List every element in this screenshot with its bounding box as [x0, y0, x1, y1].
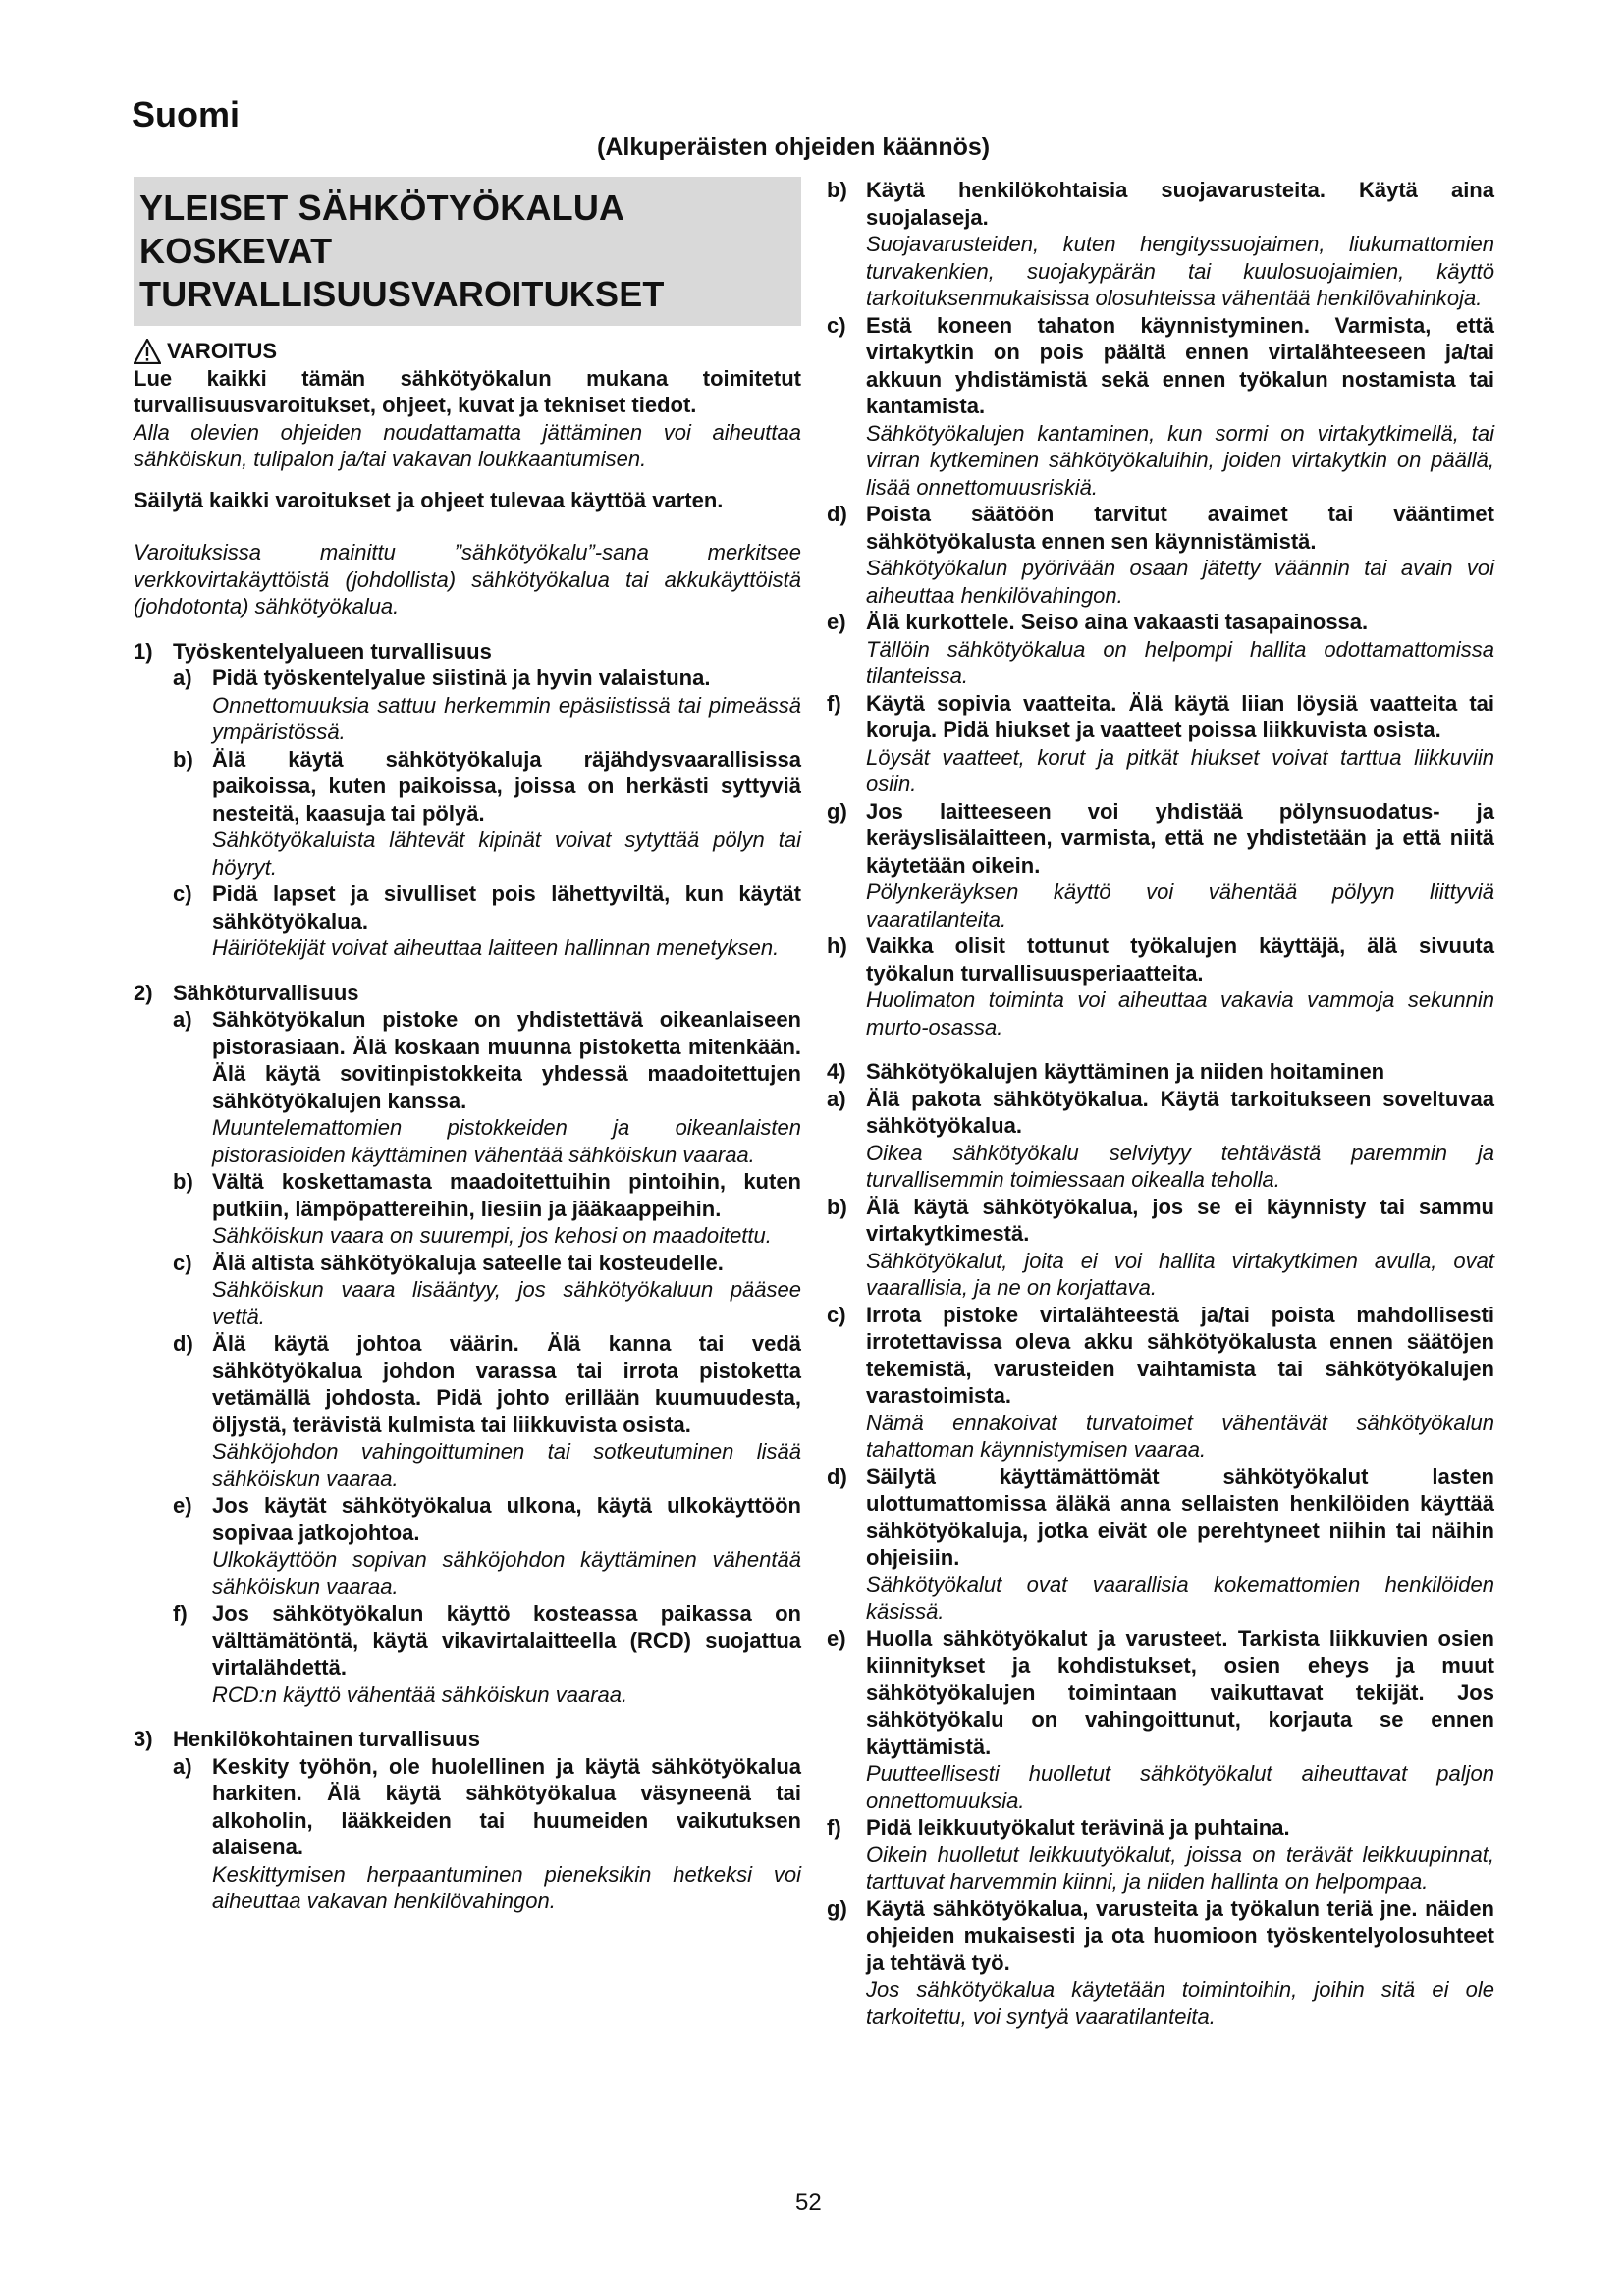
- list-item: a) Sähkötyökalun pistoke on yhdistettävä oikeanlaiseen pistorasiaan. Älä koskaan muunna pistoketta mitenkään. Älä käytä sovitinpistokkeita yhdessä maadoitettujen sähkötyökalujen kanssa. Muuntelemattomien pistokkeiden ja oikeanlaisten pistorasioiden käyttäminen vähentää sähköiskun vaaraa.: [173, 1007, 801, 1167]
- list-item: d) Älä käytä johtoa väärin. Älä kanna tai vedä sähkötyökalua johdon varassa tai irrota pistoketta vetämällä johdosta. Pidä johto erillään kuumuudesta, öljystä, terävistä kulmista tai liikkuvista osista. Sähköjohdon vahingoittuminen tai sotkeutuminen lisää sähköiskun vaaraa.: [173, 1331, 801, 1491]
- warning-label: [134, 338, 801, 365]
- definition-text: Varoituksissa mainittu ”sähkötyökalu”-sana merkitsee verkkovirtakäyttöistä (johdollista) sähkötyökalua tai akkukäyttöistä (johdotonta) sähkötyökalua.: [134, 540, 801, 618]
- list-item: b) Vältä koskettamasta maadoitettuihin pintoihin, kuten putkiin, lämpöpattereihin, liesiin ja jääkaappeihin. Sähköiskun vaara on suurempi, jos kehosi on maadoitettu.: [173, 1169, 801, 1248]
- warning-triangle-icon: [134, 339, 161, 364]
- warning-text: VAROITUS: [167, 339, 278, 363]
- list-item: e) Jos käytät sähkötyökalua ulkona, käytä ulkokäyttöön sopivaa jatkojohtoa. Ulkokäyttöön sopivan sähköjohdon käyttäminen vähentää sähköiskun vaaraa.: [173, 1493, 801, 1599]
- list-item: f) Pidä leikkuutyökalut terävinä ja puhtaina. Oikein huolletut leikkuutyökalut, joissa on terävät leikkuupinnat, tarttuvat harvemmin kiinni, ja niiden hallinta on helpompaa.: [827, 1815, 1494, 1894]
- list-item: a) Pidä työskentelyalue siistinä ja hyvin valaistuna. Onnettomuuksia sattuu herkemmin epäsiistissä tai pimeässä ympäristössä.: [173, 666, 801, 744]
- list-item: g) Jos laitteeseen voi yhdistää pölynsuodatus- ja keräyslisälaitteen, varmista, että ne yhdistetään ja että niitä käytetään oikein. Pölynkeräyksen käyttö voi vähentää pölyyn liittyviä vaaratilanteita.: [827, 798, 1494, 932]
- keep-instructions: Säilytä kaikki varoitukset ja ohjeet tulevaa käyttöä varten.: [134, 487, 724, 512]
- list-item: c) Irrota pistoke virtalähteestä ja/tai poista mahdollisesti irrotettavissa oleva akku sähkötyökalusta ennen säätöjen tekemistä, varusteiden vaihtamista tai sähkötyökalujen varastoimista. Nämä ennakoivat turvatoimet vähentävät sähkötyökalun tahattoman käynnistymisen vaaraa.: [827, 1302, 1494, 1462]
- list-item: a) Keskity työhön, ole huolellinen ja käytä sähkötyökalua harkiten. Älä käytä sähkötyökalua väsyneenä tai alkoholin, lääkkeiden tai huumeiden vaikutuksen alaisena. Keskittymisen herpaantuminen pieneksikin hetkeksi voi aiheuttaa vakavan henkilövahingon.: [173, 1753, 801, 1913]
- list-item: e) Huolla sähkötyökalut ja varusteet. Tarkista liikkuvien osien kiinnitykset ja kohdistukset, osien eheys ja muut sähkötyökalujen toimintaan vaikuttavat tekijät. Jos sähkötyökalu on vahingoittunut, korjauta se ennen käyttämistä. Puutteellisesti huolletut sähkötyökalut aiheuttavat paljon onnettomuuksia.: [827, 1626, 1494, 1813]
- section-2-title: 2) Sähköturvallisuus: [134, 980, 359, 1005]
- list-item: b) Älä käytä sähkötyökalua, jos se ei käynnisty tai sammu virtakytkimestä. Sähkötyökalut, joita ei voi hallita virtakytkimen avulla, ovat vaarallisia, ja ne on korjattava.: [827, 1194, 1494, 1300]
- list-item: c) Älä altista sähkötyökaluja sateelle tai kosteudelle. Sähköiskun vaara lisääntyy, jos sähkötyökaluun pääsee vettä.: [173, 1250, 801, 1329]
- translation-note: (Alkuperäisten ohjeiden käännös): [597, 133, 991, 161]
- right-column: [827, 177, 1494, 2030]
- list-item: b) Käytä henkilökohtaisia suojavarusteita. Käytä aina suojalaseja. Suojavarusteiden, kuten hengityssuojaimen, liukumattomien turvakenkien, suojakypärän tai kuulosuojaimien, käyttö tarkoituksenmukaisissa olosuhteissa vähentää henkilövahinkoja.: [827, 178, 1494, 310]
- list-item: a) Älä pakota sähkötyökalua. Käytä tarkoitukseen soveltuvaa sähkötyökalua. Oikea sähkötyökalu selviytyy tehtävästä paremmin ja turvallisemmin toimiessaan oikealla teholla.: [827, 1086, 1494, 1192]
- intro-italic: Alla olevien ohjeiden noudattamatta jättäminen voi aiheuttaa sähköiskun, tulipalon ja/tai vakavan loukkaantumisen.: [134, 419, 801, 471]
- section-1-title: 1) Työskentelyalueen turvallisuus: [134, 638, 492, 664]
- list-item: h) Vaikka olisit tottunut työkalujen käyttäjä, älä sivuuta työkalun turvallisuusperiaatteita. Huolimaton toiminta voi aiheuttaa vakavia vammoja sekunnin murto-osassa.: [827, 934, 1494, 1040]
- left-column: [134, 177, 801, 1915]
- list-item: c) Pidä lapset ja sivulliset pois lähettyviltä, kun käytät sähkötyökalua. Häiriötekijät voivat aiheuttaa laitteen hallinnan menetyksen.: [173, 881, 801, 960]
- list-item: f) Jos sähkötyökalun käyttö kosteassa paikassa on välttämätöntä, käytä vikavirtalaitteella (RCD) suojattua virtalähdettä. RCD:n käyttö vähentää sähköiskun vaaraa.: [173, 1601, 801, 1707]
- language-label: Suomi: [132, 94, 241, 134]
- list-item: d) Poista säätöön tarvitut avaimet tai vääntimet sähkötyökalusta ennen sen käynnistämistä. Sähkötyökalun pyörivään osaan jätetty väännin tai avain voi aiheuttaa henkilövahingon.: [827, 502, 1494, 608]
- section-4-title: 4) Sähkötyökalujen käyttäminen ja niiden hoitaminen: [827, 1059, 1385, 1084]
- intro-bold: Lue kaikki tämän sähkötyökalun mukana toimitetut turvallisuusvaroitukset, ohjeet, kuvat ja tekniset tiedot.: [134, 365, 801, 417]
- list-item: d) Säilytä käyttämättömät sähkötyökalut lasten ulottumattomissa äläkä anna sellaisten henkilöiden käyttää sähkötyökaluja, jotka eivät ole perehtyneet niihin tai näihin ohjeisiin. Sähkötyökalut ovat vaarallisia kokemattomien henkilöiden käsissä.: [827, 1464, 1494, 1624]
- list-item: b) Älä käytä sähkötyökaluja räjähdysvaarallisissa paikoissa, kuten paikoissa, joissa on herkästi syttyviä nesteitä, kaasuja tai pölyä. Sähkötyökaluista lähtevät kipinät voivat sytyttää pölyn tai höyryt.: [173, 746, 801, 880]
- list-item: e) Älä kurkottele. Seiso aina vakaasti tasapainossa. Tällöin sähkötyökalua on helpompi hallita odottamattomissa tilanteissa.: [827, 610, 1494, 688]
- list-item: c) Estä koneen tahaton käynnistyminen. Varmista, että virtakytkin on pois päältä ennen virtalähteeseen ja/tai akkuun yhdistämistä sekä ennen työkalun nostamista tai kantamista. Sähkötyökalujen kantaminen, kun sormi on virtakytkimellä, tai virran kytkeminen sähkötyökaluihin, joiden virtakytkin on päällä, lisää onnettomuusriskiä.: [827, 312, 1494, 500]
- section-heading: YLEISET SÄHKÖTYÖKALUA KOSKEVAT TURVALLISUUSVAROITUKSET: [134, 177, 801, 326]
- page-number: 52: [795, 2189, 822, 2216]
- list-item: g) Käytä sähkötyökalua, varusteita ja työkalun teriä jne. näiden ohjeiden mukaisesti ja ota huomioon työskentelyolosuhteet ja tehtävä työ. Jos sähkötyökalua käytetään toimintoihin, joihin sitä ei ole tarkoitettu, voi syntyä vaaratilanteita.: [827, 1896, 1494, 2029]
- section-3-title: 3) Henkilökohtainen turvallisuus: [134, 1727, 480, 1751]
- list-item: f) Käytä sopivia vaatteita. Älä käytä liian löysiä vaatteita tai koruja. Pidä hiukset ja vaatteet poissa liikkuvista osista. Löysät vaatteet, korut ja pitkät hiukset voivat tarttua liikkuviin osiin.: [827, 690, 1494, 796]
